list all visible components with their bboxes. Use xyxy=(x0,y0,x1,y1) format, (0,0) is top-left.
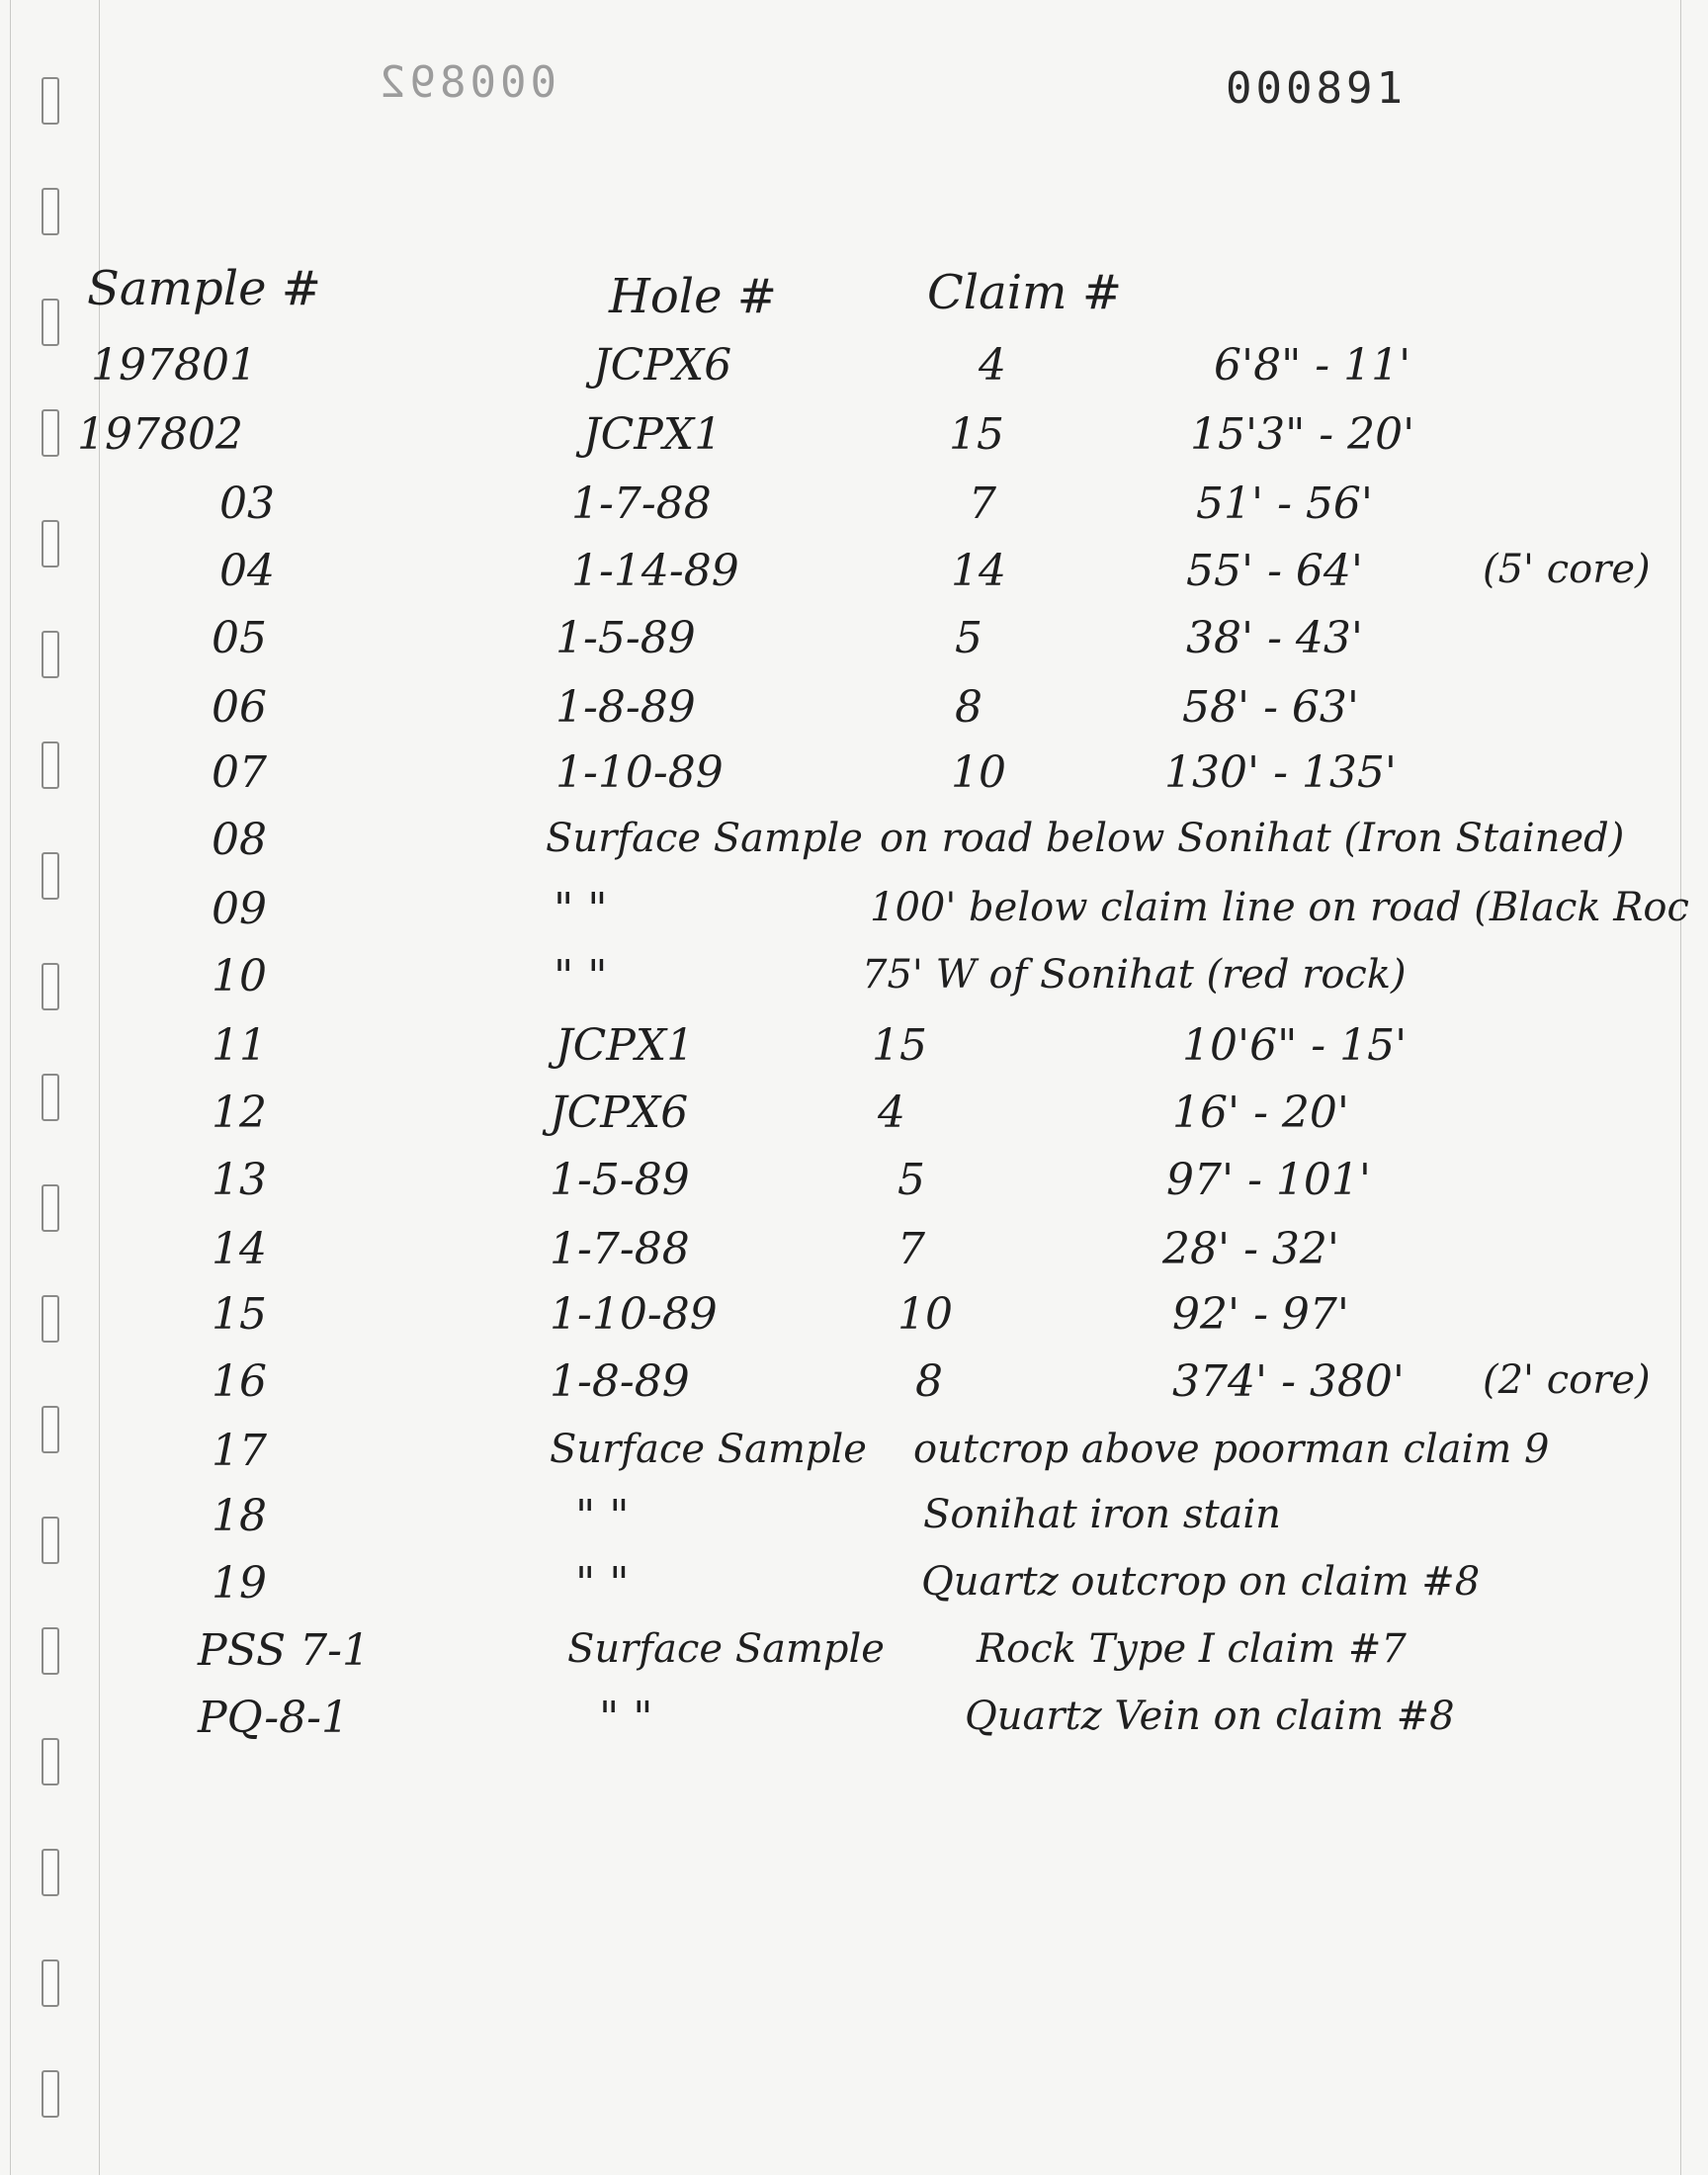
depth-or-description: on road below Sonihat (Iron Stained) xyxy=(880,816,1625,861)
sprocket-hole xyxy=(42,1959,59,2007)
sprocket-hole xyxy=(42,1517,59,1564)
hole-id: 1-10-89 xyxy=(550,1289,718,1340)
claim-number: 5 xyxy=(955,613,982,663)
sprocket-hole xyxy=(42,1738,59,1785)
hole-id: JCPX6 xyxy=(593,340,732,391)
header-claim: Claim # xyxy=(927,265,1123,320)
depth-or-description: Rock Type I claim #7 xyxy=(977,1626,1407,1672)
claim-number: 15 xyxy=(872,1020,927,1071)
sample-number: 197801 xyxy=(91,340,257,391)
claim-number: 7 xyxy=(969,478,996,529)
sprocket-hole xyxy=(42,299,59,346)
sprocket-hole xyxy=(42,188,59,235)
sample-number: 18 xyxy=(212,1491,267,1541)
sprocket-hole xyxy=(42,1184,59,1232)
sprocket-hole xyxy=(42,631,59,678)
sample-number: 197802 xyxy=(77,409,243,460)
depth-or-description: 92' - 97' xyxy=(1172,1289,1350,1340)
depth-or-description: 97' - 101' xyxy=(1166,1155,1372,1205)
hole-id: Surface Sample xyxy=(550,1427,867,1472)
sample-number: 14 xyxy=(212,1224,267,1274)
depth-or-description: Quartz Vein on claim #8 xyxy=(965,1694,1455,1739)
sample-number: PSS 7-1 xyxy=(198,1625,370,1676)
claim-number: 7 xyxy=(897,1224,925,1274)
depth-or-description: 16' - 20' xyxy=(1172,1088,1350,1138)
hole-id: " " xyxy=(575,1558,630,1609)
header-sample: Sample # xyxy=(87,261,321,316)
hole-id: JCPX1 xyxy=(555,1020,695,1071)
depth-or-description: 38' - 43' xyxy=(1186,613,1364,663)
sample-number: 17 xyxy=(212,1426,267,1476)
hole-id: Surface Sample xyxy=(546,816,863,861)
hole-id: 1-5-89 xyxy=(555,613,696,663)
sprocket-hole xyxy=(42,852,59,900)
sample-number: 12 xyxy=(212,1088,267,1138)
sample-number: 16 xyxy=(212,1356,267,1407)
page-number-stamp: 000891 xyxy=(1226,63,1407,114)
hole-id: " " xyxy=(599,1693,653,1743)
hole-id: " " xyxy=(554,951,608,1001)
hole-id: 1-7-88 xyxy=(571,478,712,529)
sprocket-hole xyxy=(42,1406,59,1453)
depth-or-description: Quartz outcrop on claim #8 xyxy=(921,1559,1481,1605)
left-edge-line xyxy=(10,0,11,2175)
sprocket-hole xyxy=(42,1849,59,1896)
sample-number: 13 xyxy=(212,1155,267,1205)
sprocket-hole xyxy=(42,77,59,125)
sample-number: 07 xyxy=(212,747,267,798)
depth-or-description: outcrop above poorman claim 9 xyxy=(913,1427,1550,1472)
claim-number: 8 xyxy=(915,1356,943,1407)
sample-number: 11 xyxy=(212,1020,267,1071)
sample-number: 05 xyxy=(212,613,267,663)
mirrored-page-stamp: 000892 xyxy=(376,57,556,108)
sample-number: 15 xyxy=(212,1289,267,1340)
claim-number: 14 xyxy=(951,546,1006,596)
sample-number: 08 xyxy=(212,815,267,865)
claim-number: 5 xyxy=(897,1155,925,1205)
header-hole: Hole # xyxy=(609,269,777,324)
hole-id: " " xyxy=(554,884,608,934)
depth-or-description: 130' - 135' xyxy=(1164,747,1397,798)
sample-number: PQ-8-1 xyxy=(198,1693,350,1743)
perforation-line xyxy=(99,0,100,2175)
depth-or-description: 15'3" - 20' xyxy=(1190,409,1415,460)
hole-id: 1-8-89 xyxy=(555,682,696,733)
claim-number: 10 xyxy=(951,747,1006,798)
sprocket-hole xyxy=(42,2070,59,2118)
right-edge-line xyxy=(1680,0,1681,2175)
claim-number: 8 xyxy=(955,682,982,733)
hole-id: Surface Sample xyxy=(567,1626,885,1672)
sprocket-hole xyxy=(42,741,59,789)
depth-or-description: 55' - 64' xyxy=(1186,546,1364,596)
sample-number: 06 xyxy=(212,682,267,733)
hole-id: 1-5-89 xyxy=(550,1155,690,1205)
claim-number: 15 xyxy=(949,409,1004,460)
claim-number: 4 xyxy=(878,1088,905,1138)
core-note: (2' core) xyxy=(1483,1357,1651,1403)
hole-id: 1-10-89 xyxy=(555,747,724,798)
sprocket-hole xyxy=(42,520,59,567)
sample-number: 03 xyxy=(219,478,275,529)
depth-or-description: 75' W of Sonihat (red rock) xyxy=(862,952,1407,998)
depth-or-description: 51' - 56' xyxy=(1196,478,1374,529)
sprocket-hole xyxy=(42,963,59,1010)
depth-or-description: 28' - 32' xyxy=(1162,1224,1340,1274)
depth-or-description: 6'8" - 11' xyxy=(1214,340,1411,391)
sprocket-hole xyxy=(42,1627,59,1675)
hole-id: JCPX1 xyxy=(583,409,723,460)
hole-id: " " xyxy=(575,1491,630,1541)
depth-or-description: 10'6" - 15' xyxy=(1182,1020,1408,1071)
depth-or-description: 58' - 63' xyxy=(1182,682,1360,733)
sprocket-hole xyxy=(42,1074,59,1121)
sample-number: 04 xyxy=(219,546,275,596)
hole-id: 1-8-89 xyxy=(550,1356,690,1407)
hole-id: JCPX6 xyxy=(550,1088,689,1138)
depth-or-description: 100' below claim line on road (Black Roc xyxy=(870,885,1689,930)
claim-number: 10 xyxy=(897,1289,953,1340)
sprocket-hole xyxy=(42,409,59,457)
claim-number: 4 xyxy=(979,340,1006,391)
core-note: (5' core) xyxy=(1483,547,1651,592)
sprocket-hole xyxy=(42,1295,59,1343)
depth-or-description: 374' - 380' xyxy=(1172,1356,1405,1407)
sample-number: 10 xyxy=(212,951,267,1001)
depth-or-description: Sonihat iron stain xyxy=(923,1492,1281,1537)
sample-number: 19 xyxy=(212,1558,267,1609)
sample-number: 09 xyxy=(212,884,267,934)
hole-id: 1-7-88 xyxy=(550,1224,690,1274)
hole-id: 1-14-89 xyxy=(571,546,739,596)
